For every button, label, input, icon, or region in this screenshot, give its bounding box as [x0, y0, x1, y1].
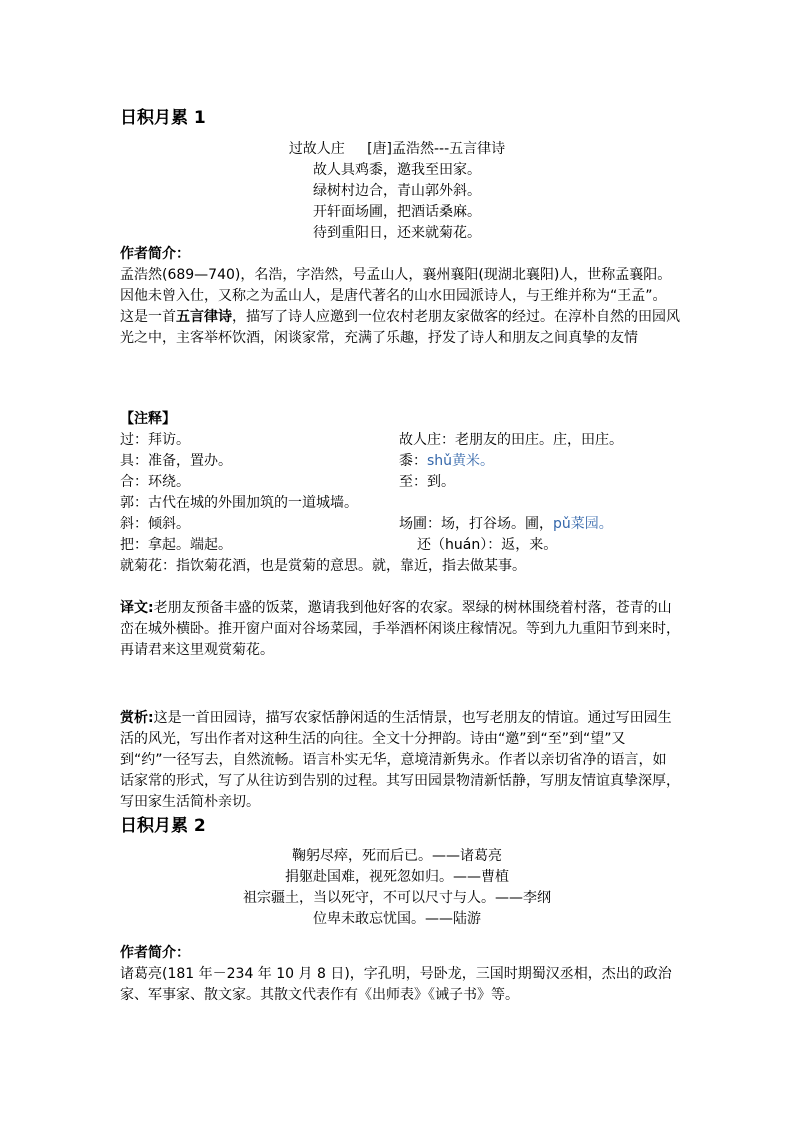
quote-line: 鞠躬尽瘁，死而后已。——诸葛亮: [292, 848, 502, 864]
translation-text: 老朋友预备丰盛的饭菜，邀请我到他好客的农家。翠绿的树林围绕着村落，苍青的山峦在城外横卧。推开窗户面对谷场菜园，手举酒杯闲谈庄稼情况。等到九九重阳节到来时，再请君来这里观赏菊花。: [120, 600, 680, 658]
poem-line: 绿树村边合，青山郭外斜。: [313, 183, 481, 199]
note-row: 斜：倾斜。 场圃：场，打谷场。圃，pǔ菜园。: [120, 516, 613, 532]
quote-line: 位卑未敢忘忧国。——陆游: [313, 911, 481, 927]
poem-title: 过故人庄: [288, 141, 345, 157]
appreciation-label: 赏析:: [120, 710, 154, 726]
author-intro-2: [120, 943, 680, 1006]
note-row: 就菊花：指饮菊花酒，也是赏菊的意思。就，靠近，指去做某事。: [120, 558, 526, 574]
note-row: 合：环绕。 至：到。: [120, 474, 455, 490]
author-label-2: 作者简介：: [120, 945, 190, 961]
quote-line: 捐躯赴国难，视死忽如归。——曹植: [285, 869, 509, 885]
note-row: 把：拿起。端起。 还（huán）：返，来。: [120, 537, 558, 553]
poem-line: 故人具鸡黍，邀我至田家。: [313, 162, 481, 178]
translation: [120, 598, 680, 661]
note-row: 过：拜访。 故人庄：老朋友的田庄。庄，田庄。: [120, 432, 623, 448]
note-row: 郭：古代在城的外围加筑的一道城墙。: [120, 495, 358, 511]
author-label: 作者简介：: [120, 246, 190, 262]
appreciation: [120, 708, 680, 813]
author-intro-1: [120, 244, 680, 349]
notes-label: 【注释】: [120, 411, 176, 427]
author-bio: 孟浩然(689—740)，名浩，字浩然，号孟山人，襄州襄阳(现湖北襄阳)人，世称孟襄阳。因他未曾入仕，又称之为孟山人，是唐代著名的山水田园派诗人，与王维并称为“王孟”。: [120, 267, 672, 304]
poem-title-line: [0, 139, 794, 160]
poem-line: 开轩面场圃，把酒话桑麻。: [313, 204, 481, 220]
translation-label: 译文:: [120, 600, 154, 616]
author-bio-2: 诸葛亮(181 年－234 年 10 月 8 日)，字孔明，号卧龙，三国时期蜀汉丞相，杰出的政治家、军事家、散文家。其散文代表作有《出师表》《诫子书》等。: [120, 966, 672, 1003]
appreciation-text: 这是一首田园诗，描写农家恬静闲适的生活情景，也写老朋友的情谊。通过写田园生活的风光，写出作者对这种生活的向往。全文十分押韵。诗由“邀”到“至”到“望”又到“约”一径写去，自然流畅。语言朴实无华，意境清新隽永。作者以亲切省净的语言，如话家常的形式，写了从往访到告别的过程。其写田园景物清新恬静，写朋友情谊真挚深厚，写田家生活简朴亲切。: [120, 710, 680, 810]
heading-2: 日积月累 2: [120, 816, 206, 836]
note-row: 具：准备，置办。 黍：shǔ黄米。: [120, 453, 495, 469]
heading-1: 日积月累 1: [120, 108, 206, 128]
poem-author: [唐]孟浩然---五言律诗: [367, 141, 506, 157]
poem-intro: 这是一首五言律诗，描写了诗人应邀到一位农村老朋友家做客的经过。在淳朴自然的田园风光之中，主客举杯饮酒，闲谈家常，充满了乐趣，抒发了诗人和朋友之间真挚的友情: [120, 309, 680, 346]
notes: [120, 409, 680, 577]
poem-line: 待到重阳日，还来就菊花。: [313, 225, 481, 241]
quote-line: 祖宗疆土，当以死守，不可以尺寸与人。——李纲: [243, 890, 551, 906]
